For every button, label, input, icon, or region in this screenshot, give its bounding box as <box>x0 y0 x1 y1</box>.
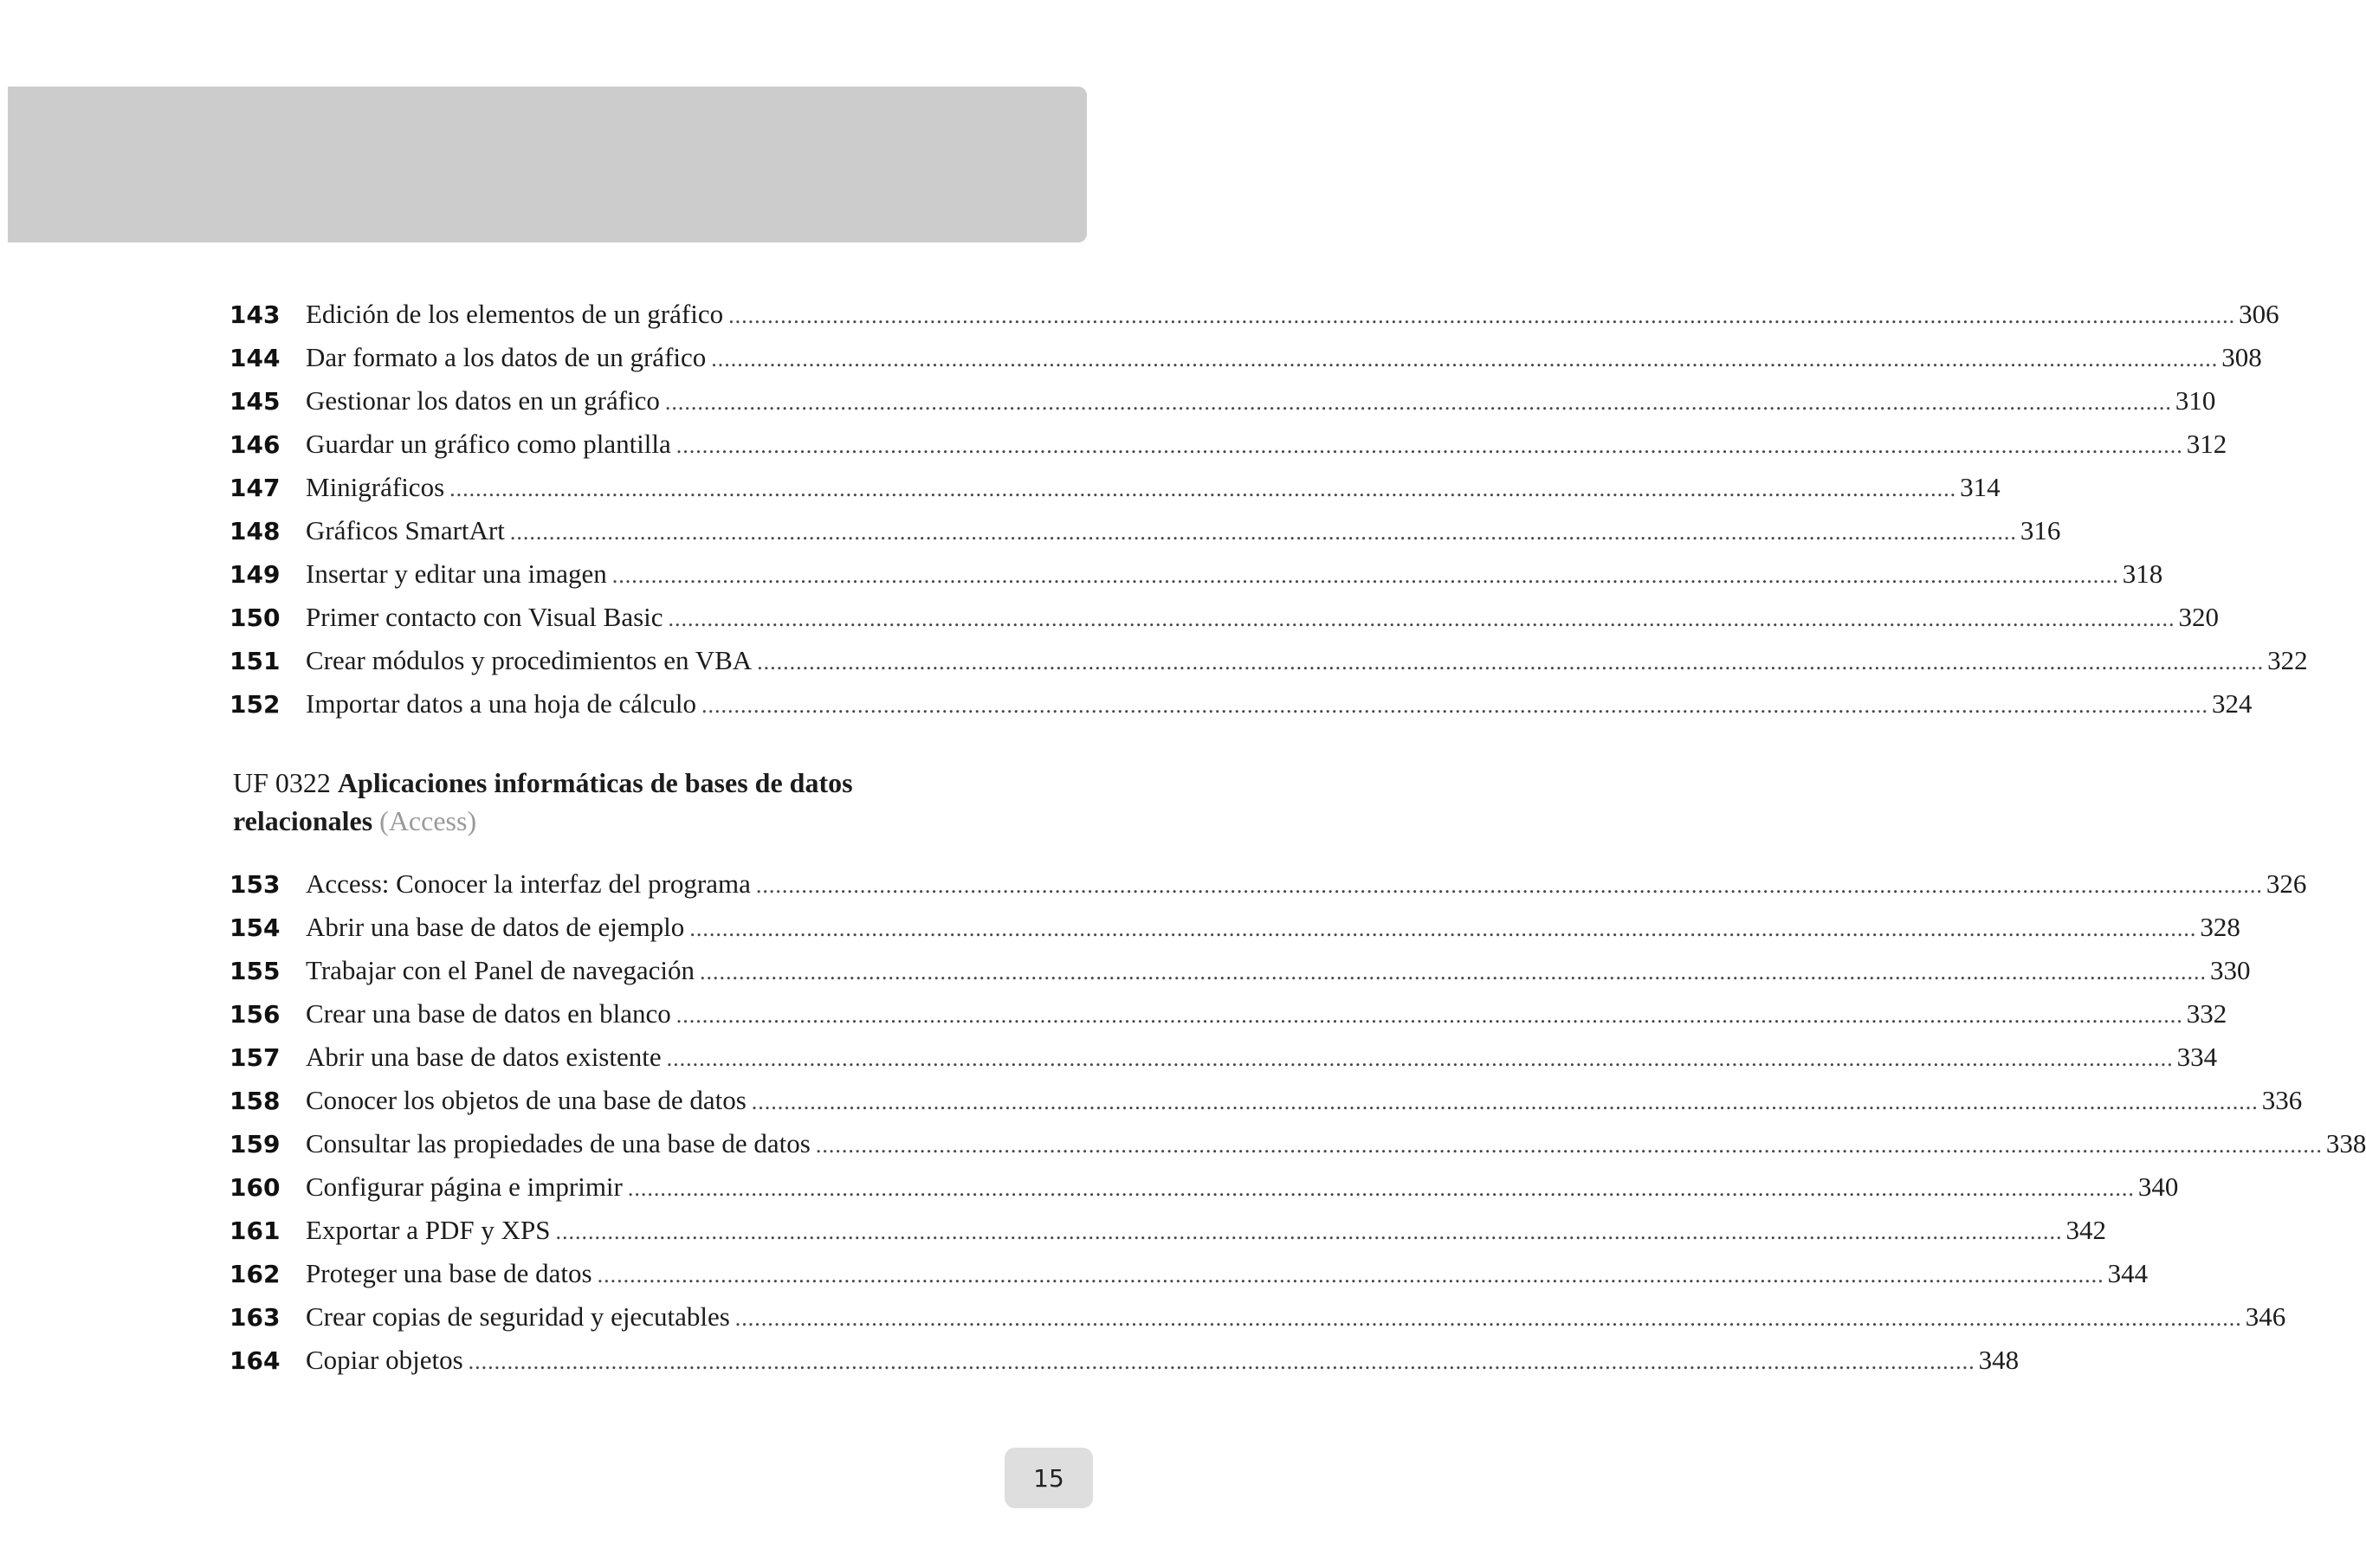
toc-entry[interactable] <box>229 1252 2149 1295</box>
toc-entry-title: Proteger una base de datos <box>306 1258 592 1288</box>
toc-entry[interactable] <box>229 1209 2106 1252</box>
dot-leader <box>598 1254 2104 1297</box>
toc-entry[interactable] <box>229 1339 2020 1382</box>
toc-entry-title: Trabajar con el Panel de navegación <box>306 955 695 985</box>
toc-entry-title: Guardar un gráfico como plantilla <box>306 429 671 459</box>
toc-entry-page: 332 <box>2186 998 2227 1029</box>
toc-entry[interactable] <box>229 552 2163 596</box>
toc-entry-number: 154 <box>229 913 281 942</box>
dot-leader <box>669 597 2175 641</box>
toc-entry-number: 147 <box>229 474 281 502</box>
toc-entry-number: 155 <box>229 957 281 985</box>
toc-entry-page: 312 <box>2186 429 2227 459</box>
table-of-contents <box>229 293 2366 1382</box>
dot-leader <box>628 1167 2135 1210</box>
toc-entry[interactable] <box>229 423 2227 466</box>
toc-entry-page: 310 <box>2175 385 2216 416</box>
toc-entry-page: 320 <box>2178 602 2220 632</box>
toc-entry-page: 346 <box>2245 1301 2286 1332</box>
dot-leader <box>701 684 2208 727</box>
toc-entry-page: 314 <box>1960 472 2001 502</box>
toc-entry[interactable] <box>229 1165 2179 1209</box>
toc-entry-page: 338 <box>2325 1128 2366 1158</box>
toc-entry[interactable] <box>229 1122 2366 1165</box>
toc-entry-title: Crear módulos y procedimientos en VBA <box>306 645 753 675</box>
toc-entry-page: 326 <box>2266 868 2307 899</box>
toc-entry-number: 164 <box>229 1346 281 1375</box>
toc-entry[interactable] <box>229 596 2220 639</box>
toc-entry-number: 152 <box>229 690 281 719</box>
toc-entry-title: Consultar las propiedades de una base de datos <box>306 1128 811 1158</box>
toc-entry-number: 151 <box>229 647 281 675</box>
dot-leader <box>665 381 2172 424</box>
toc-entry-title: Configurar página e imprimir <box>306 1171 623 1202</box>
toc-entry-title: Gestionar los datos en un gráfico <box>306 385 660 416</box>
dot-leader <box>555 1210 2062 1254</box>
section-heading <box>233 764 926 840</box>
page-number-badge <box>1005 1448 1093 1508</box>
dot-leader <box>728 294 2235 338</box>
toc-list-part-2 <box>229 862 2366 1382</box>
toc-entry[interactable] <box>229 682 2253 726</box>
section-title: Aplicaciones informáticas de bases de datos relacionales <box>233 767 853 836</box>
dot-leader <box>469 1340 1975 1384</box>
dot-leader <box>510 511 2017 554</box>
toc-entry-number: 156 <box>229 1000 281 1029</box>
toc-entry[interactable] <box>229 906 2240 949</box>
toc-entry-title: Abrir una base de datos de ejemplo <box>306 912 685 942</box>
toc-entry-title: Copiar objetos <box>306 1345 463 1375</box>
toc-entry-title: Insertar y editar una imagen <box>306 558 607 589</box>
toc-entry-title: Dar formato a los datos de un gráfico <box>306 342 707 372</box>
toc-entry-title: Minigráficos <box>306 472 445 502</box>
toc-entry-number: 161 <box>229 1216 281 1245</box>
toc-entry-page: 336 <box>2261 1085 2303 1115</box>
toc-entry-number: 143 <box>229 300 281 329</box>
toc-entry-page: 330 <box>2210 955 2251 985</box>
toc-entry-number: 146 <box>229 430 281 459</box>
toc-entry[interactable] <box>229 1036 2218 1079</box>
section-code: UF 0322 <box>233 767 331 798</box>
toc-entry-page: 342 <box>2065 1215 2106 1245</box>
toc-list-part-1 <box>229 293 2308 726</box>
toc-entry[interactable] <box>229 293 2279 336</box>
dot-leader <box>676 994 2183 1037</box>
toc-entry-page: 306 <box>2239 299 2279 329</box>
toc-entry-number: 148 <box>229 517 281 545</box>
dot-leader <box>756 864 2263 907</box>
toc-entry-page: 322 <box>2267 645 2308 675</box>
toc-entry-title: Access: Conocer la interfaz del programa <box>306 868 751 899</box>
dot-leader <box>816 1124 2323 1167</box>
toc-entry[interactable] <box>229 379 2216 423</box>
toc-entry[interactable] <box>229 639 2308 682</box>
dot-leader <box>735 1297 2242 1340</box>
dot-leader <box>612 554 2119 597</box>
toc-entry[interactable] <box>229 466 2001 509</box>
toc-entry-number: 162 <box>229 1260 281 1288</box>
toc-entry-title: Abrir una base de datos existente <box>306 1042 662 1072</box>
header-band <box>8 87 1087 242</box>
toc-entry-page: 308 <box>2221 342 2262 372</box>
toc-entry[interactable] <box>229 949 2251 992</box>
toc-entry-title: Gráficos SmartArt <box>306 515 505 545</box>
toc-entry-page: 324 <box>2212 688 2253 719</box>
toc-entry[interactable] <box>229 509 2061 552</box>
toc-entry-number: 144 <box>229 344 281 372</box>
dot-leader <box>757 641 2264 684</box>
toc-entry-page: 318 <box>2122 558 2163 589</box>
toc-entry[interactable] <box>229 862 2307 906</box>
toc-entry-page: 316 <box>2020 515 2061 545</box>
toc-entry-number: 150 <box>229 603 281 632</box>
toc-entry-title: Crear una base de datos en blanco <box>306 998 671 1029</box>
toc-entry-page: 344 <box>2107 1258 2149 1288</box>
toc-entry-number: 145 <box>229 387 281 416</box>
toc-entry-number: 159 <box>229 1130 281 1158</box>
toc-entry-number: 157 <box>229 1043 281 1072</box>
toc-entry-number: 163 <box>229 1303 281 1332</box>
dot-leader <box>752 1081 2259 1124</box>
toc-entry-title: Conocer los objetos de una base de datos <box>306 1085 747 1115</box>
toc-entry-number: 149 <box>229 560 281 589</box>
section-app-label: (Access) <box>379 805 477 836</box>
toc-entry[interactable] <box>229 1295 2286 1339</box>
toc-entry-title: Edición de los elementos de un gráfico <box>306 299 724 329</box>
page-number: 15 <box>1033 1463 1064 1493</box>
toc-entry-title: Primer contacto con Visual Basic <box>306 602 663 632</box>
toc-entry-page: 334 <box>2176 1042 2218 1072</box>
toc-entry[interactable] <box>229 336 2262 379</box>
toc-entry-number: 153 <box>229 870 281 899</box>
dot-leader <box>667 1037 2174 1081</box>
toc-entry-title: Exportar a PDF y XPS <box>306 1215 551 1245</box>
dot-leader <box>449 468 1956 511</box>
toc-entry[interactable] <box>229 1079 2303 1122</box>
toc-entry-title: Crear copias de seguridad y ejecutables <box>306 1301 730 1332</box>
toc-entry-page: 348 <box>1978 1345 2020 1375</box>
toc-entry-page: 328 <box>2200 912 2240 942</box>
dot-leader <box>689 907 2196 951</box>
dot-leader <box>700 951 2207 994</box>
toc-entry[interactable] <box>229 992 2227 1036</box>
toc-entry-title: Importar datos a una hoja de cálculo <box>306 688 697 719</box>
toc-entry-number: 158 <box>229 1087 281 1115</box>
toc-entry-number: 160 <box>229 1173 281 1202</box>
dot-leader <box>711 338 2218 381</box>
dot-leader <box>676 424 2183 468</box>
toc-entry-page: 340 <box>2137 1171 2179 1202</box>
